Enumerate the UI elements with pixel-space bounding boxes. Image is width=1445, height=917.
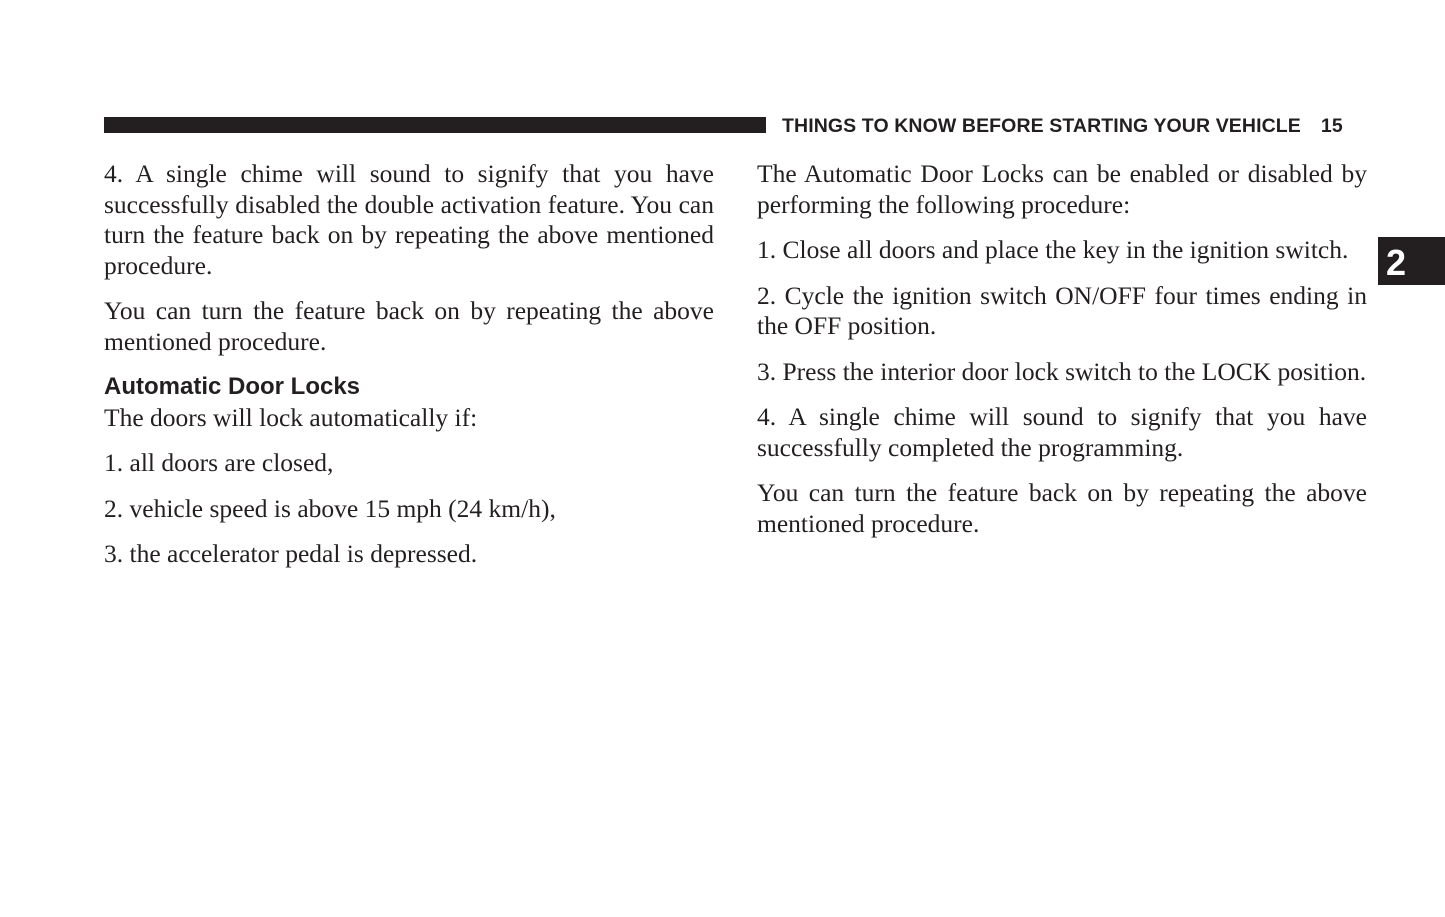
chapter-tab: 2 [1378,237,1445,285]
paragraph: The Automatic Door Locks can be enabled or disabled by performing the following procedure: [757,159,1367,219]
list-item: 3. the accelerator pedal is depressed. [104,539,478,568]
left-column [104,159,714,585]
list-item: 4. A single chime will sound to signify that you have successfully completed the programming. [757,402,1367,462]
section-heading: Automatic Door Locks [104,373,361,400]
right-column [757,159,1367,554]
running-title: THINGS TO KNOW BEFORE STARTING YOUR VEHICLE [782,115,1301,137]
list-item: 3. Press the interior door lock switch to the LOCK position. [757,356,1367,386]
list-item: 1. all doors are closed, [104,448,334,477]
paragraph: 4. A single chime will sound to signify that you have successfully disabled the double activation feature. You can turn the feature back on by repeating the above mentioned procedure. [104,159,714,280]
list-item: 2. vehicle speed is above 15 mph (24 km/h), [104,493,556,523]
running-header [782,114,1343,138]
section-intro: The doors will lock automatically if: [104,402,478,432]
header-rule [104,117,766,133]
list-item: 1. Close all doors and place the key in the ignition switch. [757,235,1349,264]
paragraph: You can turn the feature back on by repeating the above mentioned procedure. [104,296,714,356]
list-item: 2. Cycle the ignition switch ON/OFF four times ending in the OFF position. [757,280,1367,340]
paragraph: You can turn the feature back on by repeating the above mentioned procedure. [757,478,1367,538]
page-number: 15 [1320,115,1343,137]
